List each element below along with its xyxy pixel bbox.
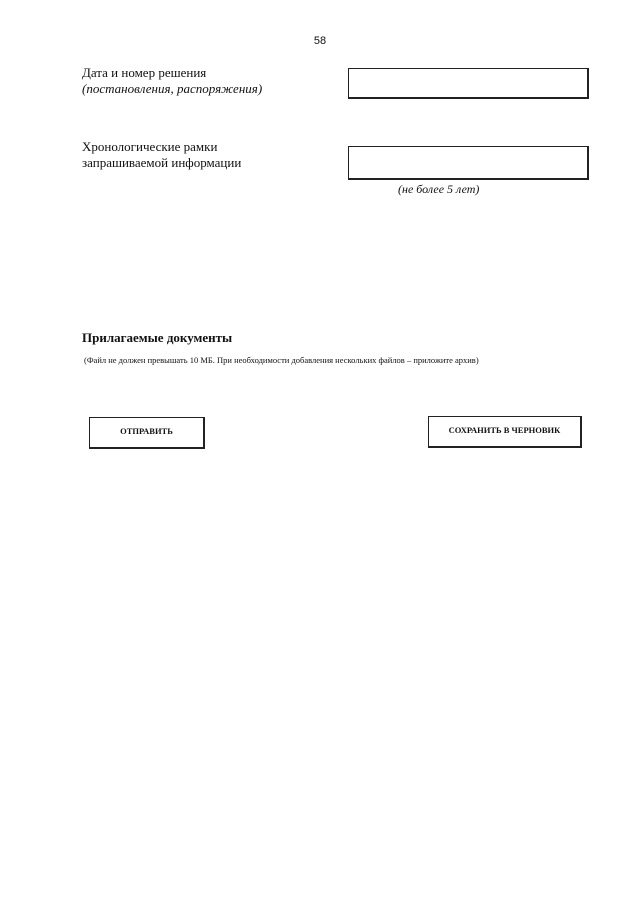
timeframe-hint: (не более 5 лет) [398, 182, 480, 196]
send-button[interactable]: ОТПРАВИТЬ [89, 417, 205, 449]
decision-label-sub: (постановления, распоряжения) [82, 81, 263, 96]
page-number: 58 [313, 35, 327, 47]
timeframe-label-line2: запрашиваемой информации [82, 155, 242, 170]
decision-field[interactable] [348, 68, 589, 99]
decision-label-main: Дата и номер решения [82, 65, 207, 80]
timeframe-label-line1: Хронологические рамки [82, 139, 218, 154]
save-draft-button[interactable]: СОХРАНИТЬ В ЧЕРНОВИК [428, 416, 582, 448]
decision-label [82, 65, 262, 97]
timeframe-label [82, 139, 241, 171]
timeframe-field[interactable] [348, 146, 589, 180]
attachments-title: Прилагаемые документы [82, 330, 233, 345]
attachments-note: (Файл не должен превышать 10 МБ. При необходимости добавления нескольких файлов – приложите архив) [84, 355, 479, 365]
